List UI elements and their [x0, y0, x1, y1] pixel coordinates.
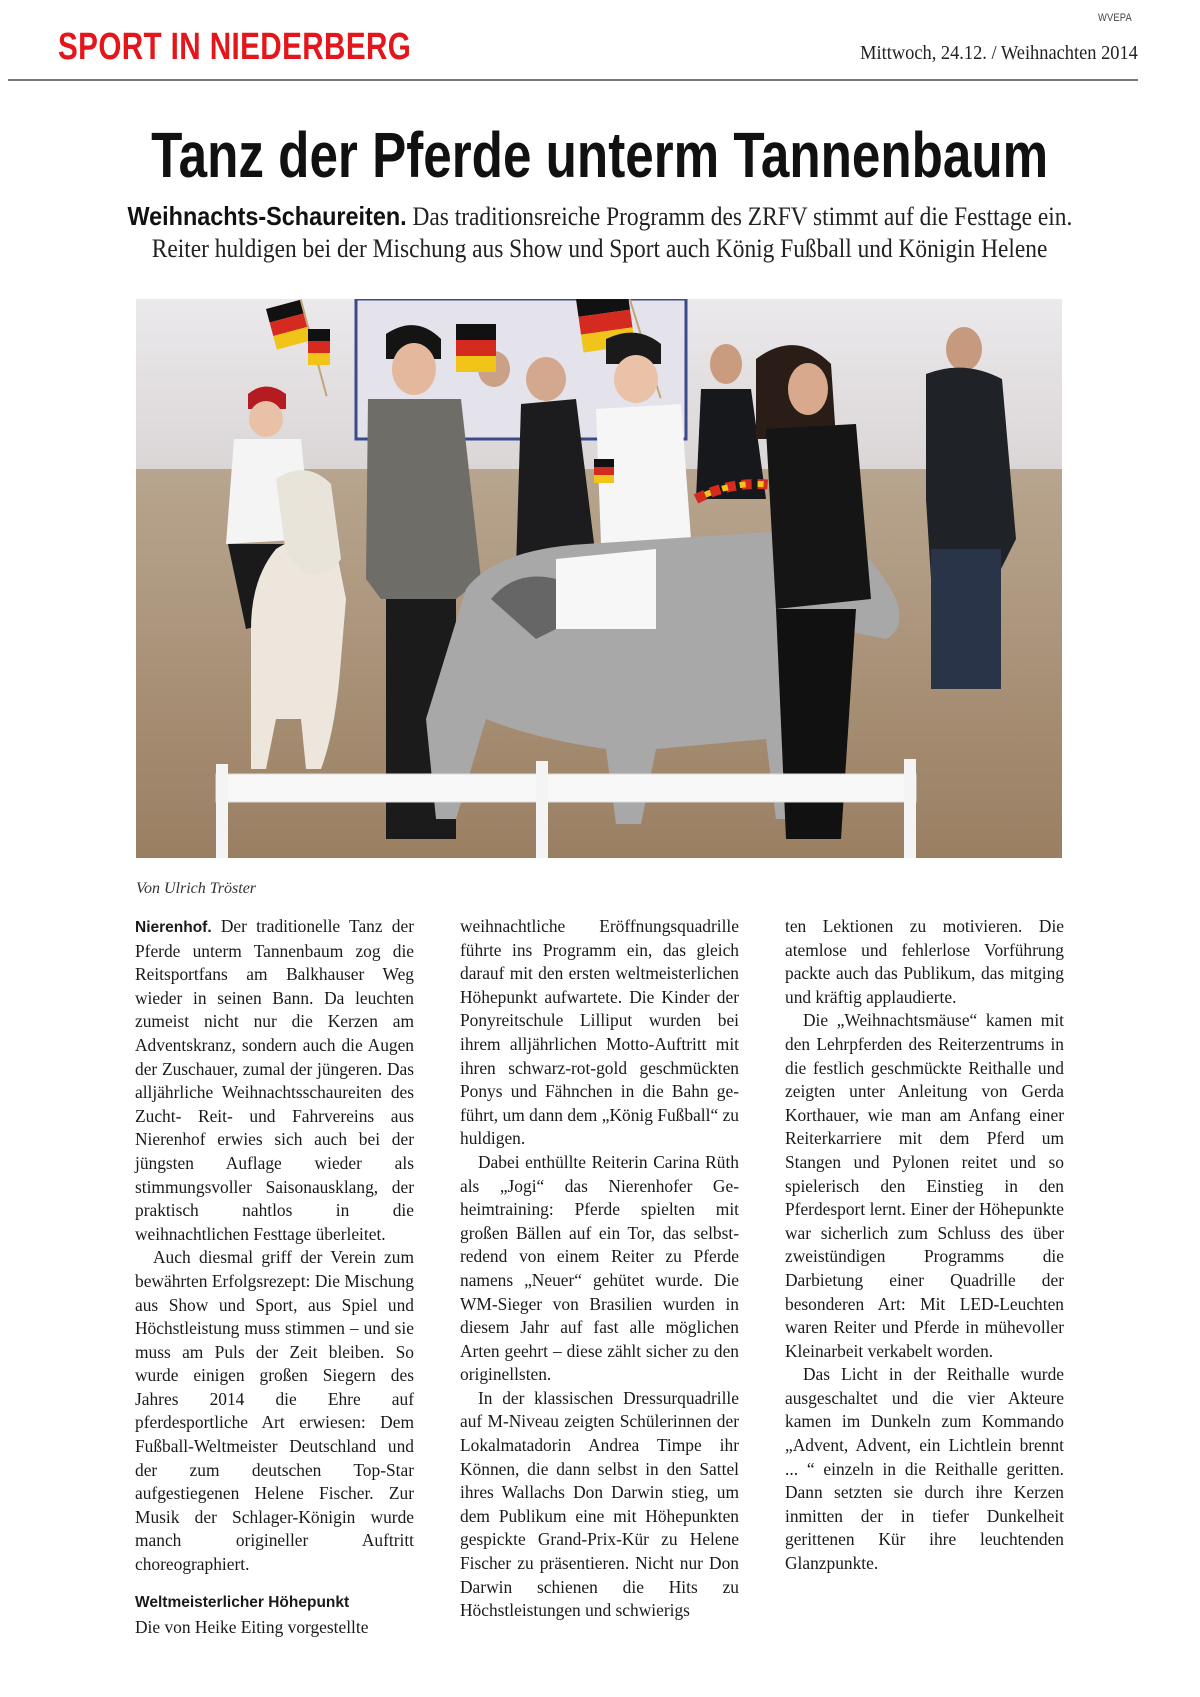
subheadline-text-1: Das traditionsreiche Programm des ZRFV stimmt auf die Festtage ein. — [412, 202, 1073, 231]
article-column-3 — [785, 915, 1064, 1576]
photo-illustration — [136, 299, 1062, 858]
subheadline-line-1 — [0, 200, 1200, 233]
paragraph: weihnachtliche Eröffnungsquadrille führte ins Programm ein, das gleich darauf mit den ersten weltmeisterlichen Höhepunkt aufwartete. Die Kinder der Ponyreitschule Lilliput wurden bei ihrem alljährlichen Motto-Auftritt mit ihren schwarz-rot-gold geschmückten Ponys und Fähnchen in die Bahn geführt, um dann dem „König Fußball“ zu huldigen. — [460, 916, 739, 1149]
paragraph: In der klassischen Dressurquadrille auf M-Niveau zeigten Schülerinnen der Lokalmatadorin Andrea Timpe ihr Können, die dann selbst in den Sattel ihres Wallachs Don Darwin stieg, um dem Publikum eine mit Höhepunkten gespickte Grand-Prix-Kür zu Helene Fischer zu präsentieren. Nicht nur Don Darwin schienen die Hits zu Höchstleistungen und schwierigs — [460, 1387, 739, 1621]
paragraph: Das Licht in der Reithalle wurde ausgeschaltet und die vier Akteure kamen im Dunkeln zum Kommando „Advent, Advent, ein Lichtlein brennt ... “ einzeln in die Reithalle geritten. Dann setzten sie durch ihre Kerzen inmitten der in tiefer Dunkelheit gerittenen Kür ihre leuchtenden Glanzpunkte. — [785, 1364, 1064, 1574]
header-rule — [8, 79, 1138, 81]
headline — [0, 118, 1200, 192]
article-column-2 — [460, 915, 739, 1623]
article-column-1 — [135, 915, 414, 1640]
crosshead: Weltmeisterlicher Höhepunkt — [135, 1593, 350, 1611]
headline-text: Tanz der Pferde unterm Tannenbaum — [151, 119, 1049, 191]
saddle-pad — [556, 549, 656, 629]
paragraph: Die von Heike Eiting vorgestellte — [135, 1617, 369, 1638]
subheadline-text-2: Reiter huldigen bei der Mischung aus Show und Sport auch König Fußball und Königin Helene — [152, 234, 1048, 263]
paragraph — [135, 915, 414, 1246]
paragraph: ten Lektionen zu motivieren. Die atemlose und fehlerlose Vorführung packte auch das Publikum, das mitging und kräftig applaudierte. — [785, 916, 1064, 1007]
article-photo — [136, 299, 1062, 858]
paragraph: Die „Weihnachtsmäuse“ kamen mit den Lehrpferden des Reiterzentrums in die festlich geschmückte Reithalle und zeigten unter Anleitung von Gerda Korthauer, wie man am Anfang einer Reiterkarriere mit dem Pferd um Stangen und Pylonen reitet und so spielerisch den Einstieg in den Pferdesport lernt. Einer der Höhepunkte war sicherlich zum Schluss des über zweistündigen Programms die Darbietung einer Quadrille der besonderen Art: Mit LED-Leuchten waren Reiter und Pferde in mühevoller Kleinarbeit verkabelt worden. — [785, 1010, 1064, 1361]
paragraph-text: Der traditionelle Tanz der Pferde unterm Tannenbaum zog die Reitsportfans am Balkhauser Weg wieder in seinen Bann. Da leuchten zumeist nicht nur die Kerzen am Adventskranz, sondern auch die Augen der Zuschauer, zumal der jüngeren. Das alljährliche Weihnachtsschaureiten des Zucht- Reit- und Fahrvereins aus Nierenhof erwies sich auch bei der jüngsten Auflage wieder als stimmungsvoller Saisonausklang, der praktisch nahtlos in die weihnachtlichen Festtage überleitet. — [135, 916, 414, 1244]
byline: Von Ulrich Tröster — [136, 880, 257, 897]
section-title: SPORT IN NIEDERBERG — [58, 26, 412, 68]
subheadline — [0, 200, 1200, 265]
dateline: Mittwoch, 24.12. / Weihnachten 2014 — [860, 42, 1138, 64]
agency-credit: WVEPA — [1098, 12, 1132, 24]
subheadline-line-2 — [0, 233, 1200, 265]
kicker: Weihnachts-Schaureiten. — [127, 201, 407, 231]
dateline-location: Nierenhof. — [135, 919, 212, 936]
paragraph: Auch diesmal griff der Verein zum bewährten Erfolgsrezept: Die Mischung aus Show und Sport, aus Spiel und Höchstleistung muss stimmen – und sie muss am Puls der Zeit bleiben. So wurde einigen großen Siegern des Jahres 2014 die Ehre auf pferdesportliche Art erwiesen: Dem Fußball-Weltmeister Deutschland und der zum deutschen Top-Star aufgestiegenen Helene Fischer. Zur Musik der Schlager-Königin wurde manch origineller Auftritt choreographiert. — [135, 1247, 414, 1575]
paragraph: Dabei enthüllte Reiterin Carina Rüth als „Jogi“ das Nierenhofer Geheimtraining: Pferde spielten mit großen Bällen auf ein Tor, das selbstredend von einem Reiter zu Pferde namens „Neuer“ gehütet wurde. Die WM-Sieger von Brasilien wurden in diesem Jahr auf fast alle möglichen Arten geehrt – diese zählt sicher zu den originellsten. — [460, 1151, 739, 1385]
